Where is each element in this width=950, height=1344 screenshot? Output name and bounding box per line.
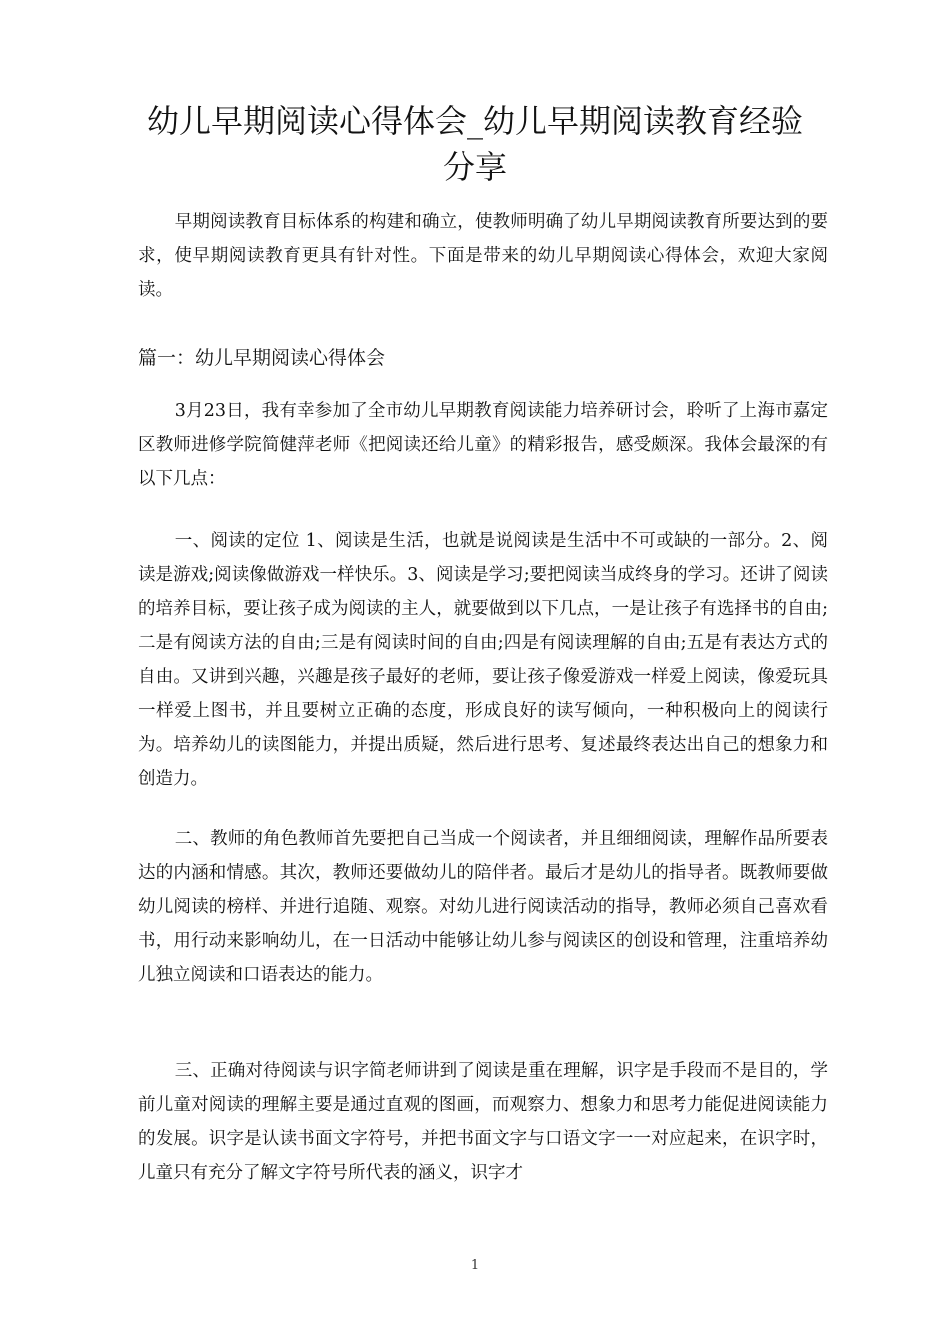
section-heading: 篇一：幼儿早期阅读心得体会 <box>138 347 386 369</box>
document-title <box>110 98 840 190</box>
paragraph-4: 三、正确对待阅读与识字简老师讲到了阅读是重在理解，识字是手段而不是目的，学前儿童对阅读的理解主要是通过直观的图画，而观察力、想象力和思考力能促进阅读能力的发展。识字是认读书面文字符号，并把书面文字与口语文字一一对应起来，在识字时，儿童只有充分了解文字符号所代表的涵义，识字才 <box>138 1061 828 1183</box>
intro-paragraph: 早期阅读教育目标体系的构建和确立，使教师明确了幼儿早期阅读教育所要达到的要求，使早期阅读教育更具有针对性。下面是带来的幼儿早期阅读心得体会，欢迎大家阅读。 <box>138 212 828 300</box>
title-line-2: 分享 <box>442 148 507 186</box>
title-line-1: 幼儿早期阅读心得体会_幼儿早期阅读教育经验 <box>146 102 803 140</box>
paragraph-1: 3月23日，我有幸参加了全市幼儿早期教育阅读能力培养研讨会，聆听了上海市嘉定区教师进修学院简健萍老师《把阅读还给儿童》的精彩报告，感受颇深。我体会最深的有以下几点： <box>138 401 828 489</box>
paragraph-2: 一、阅读的定位 1、阅读是生活，也就是说阅读是生活中不可或缺的一部分。2、阅读是游戏;阅读像做游戏一样快乐。3、阅读是学习;要把阅读当成终身的学习。还讲了阅读的培养目标，要让孩子成为阅读的主人，就要做到以下几点，一是让孩子有选择书的自由;二是有阅读方法的自由;三是有阅读时间的自由;四是有阅读理解的自由;五是有表达方式的自由。又讲到兴趣，兴趣是孩子最好的老师，要让孩子像爱游戏一样爱上阅读，像爱玩具一样爱上图书，并且要树立正确的态度，形成良好的读写倾向，一种积极向上的阅读行为。培养幼儿的读图能力，并提出质疑，然后进行思考、复述最终表达出自己的想象力和创造力。 <box>138 531 828 789</box>
paragraph-3: 二、教师的角色教师首先要把自己当成一个阅读者，并且细细阅读，理解作品所要表达的内涵和情感。其次，教师还要做幼儿的陪伴者。最后才是幼儿的指导者。既教师要做幼儿阅读的榜样、并进行追随、观察。对幼儿进行阅读活动的指导，教师必须自己喜欢看书，用行动来影响幼儿，在一日活动中能够让幼儿参与阅读区的创设和管理，注重培养幼儿独立阅读和口语表达的能力。 <box>138 829 828 985</box>
page-number: 1 <box>470 1258 480 1273</box>
